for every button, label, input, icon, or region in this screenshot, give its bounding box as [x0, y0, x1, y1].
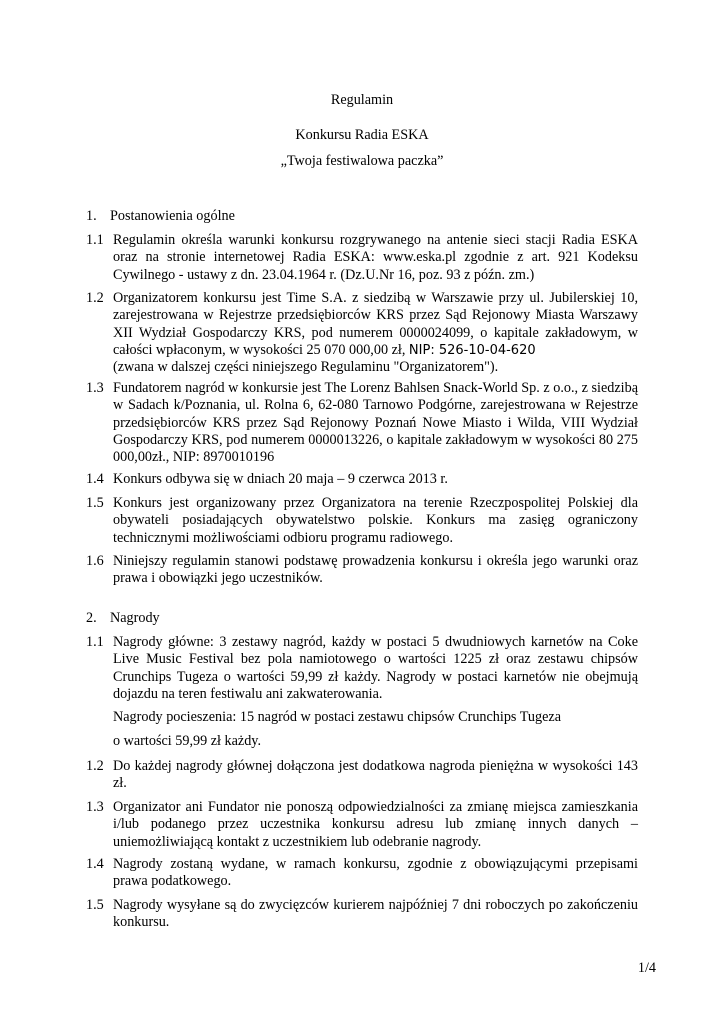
list-item: 1.1 Regulamin określa warunki konkursu rozgrywanego na antenie sieci stacji Radia ESKA oraz na stronie internetowej Radia ESKA: www.eska.pl zgodnie z art. 921 Kodeksu Cywilnego - ustawy z dn. 23.04.1964 r. (Dz.U.Nr 16, poz. 93 z późn. zm.) [86, 232, 638, 283]
list-item: 1.5 Konkurs jest organizowany przez Organizatora na terenie Rzeczpospolitej Polskiej dla obywateli posiadających obywatelstwo polskie. Konkurs ma zasięg ograniczony technicznymi możliwościami odbioru programu radiowego. [86, 495, 638, 546]
doc-title: Regulamin [330, 92, 394, 108]
contest-name: „Twoja festiwalowa paczka” [280, 153, 444, 169]
list-item: 1.4 Konkurs odbywa się w dniach 20 maja – 9 czerwca 2013 r. [86, 471, 448, 487]
list-item: 1.1 Nagrody główne: 3 zestawy nagród, każdy w postaci 5 dwudniowych karnetów na Coke Live Music Festival bez pola namiotowego o wartości 1225 zł oraz zestawu chipsów Crunchips Tugeza o wartości 59,99 zł każdy. Nagrody w postaci karnetów nie obejmują dojazdu na teren festiwalu ani zakwaterowania. [86, 634, 638, 702]
section-heading: 2. Nagrody [86, 610, 160, 626]
list-item: 1.4 Nagrody zostaną wydane, w ramach konkursu, zgodnie z obowiązującymi przepisami prawa podatkowego. [86, 856, 638, 890]
list-item: 1.3 Fundatorem nagród w konkursie jest The Lorenz Bahlsen Snack-World Sp. z o.o., z siedzibą w Sadach k/Poznania, ul. Rolna 6, 62-080 Tarnowo Podgórne, zarejestrowana w Rejestrze przedsiębiorców KRS przez Sąd Rejonowy Poznań Nowe Miasto i Wilda, VIII Wydział Gospodarczy KRS, pod numerem 0000013226, o kapitale zakładowym w wysokości 80 275 000,00zł., NIP: 8970010196 [86, 380, 638, 466]
doc-subtitle: Konkursu Radia ESKA [295, 127, 429, 143]
list-item: 1.3 Organizator ani Fundator nie ponoszą odpowiedzialności za zmianę miejsca zamieszkania i/lub podanego przez uczestnika konkursu adresu lub zmianę innych danych – uniemożliwiającą kontakt z uczestnikiem lub odebranie nagrody. [86, 799, 638, 850]
paragraph: o wartości 59,99 zł każdy. [113, 733, 262, 749]
section-heading: 1. Postanowienia ogólne [86, 208, 235, 224]
list-item: 1.2 Organizatorem konkursu jest Time S.A. z siedzibą w Warszawie przy ul. Jubilerskiej 10, zarejestrowana w Rejestrze przedsiębiorców KRS przez Sąd Rejonowy Miasta Warszawy XII Wydział Gospodarczy KRS, pod numerem 0000024099, o kapitale zakładowym, w całości wpłaconym, w wysokości 25 070 000,00 zł, NIP: 526-10-04-620 (zwana w dalszej części niniejszego Regulaminu "Organizatorem"). [86, 290, 638, 376]
page-number: 1/4 [637, 960, 656, 976]
list-item: 1.2 Do każdej nagrody głównej dołączona jest dodatkowa nagroda pieniężna w wysokości 143 zł. [86, 758, 638, 792]
list-item: 1.5 Nagrody wysyłane są do zwycięzców kurierem najpóźniej 7 dni roboczych po zakończeniu konkursu. [86, 897, 638, 931]
paragraph: Nagrody pocieszenia: 15 nagród w postaci zestawu chipsów Crunchips Tugeza [113, 709, 561, 725]
list-item: 1.6 Niniejszy regulamin stanowi podstawę prowadzenia konkursu i określa jego warunki oraz prawa i obowiązki jego uczestników. [86, 553, 638, 587]
